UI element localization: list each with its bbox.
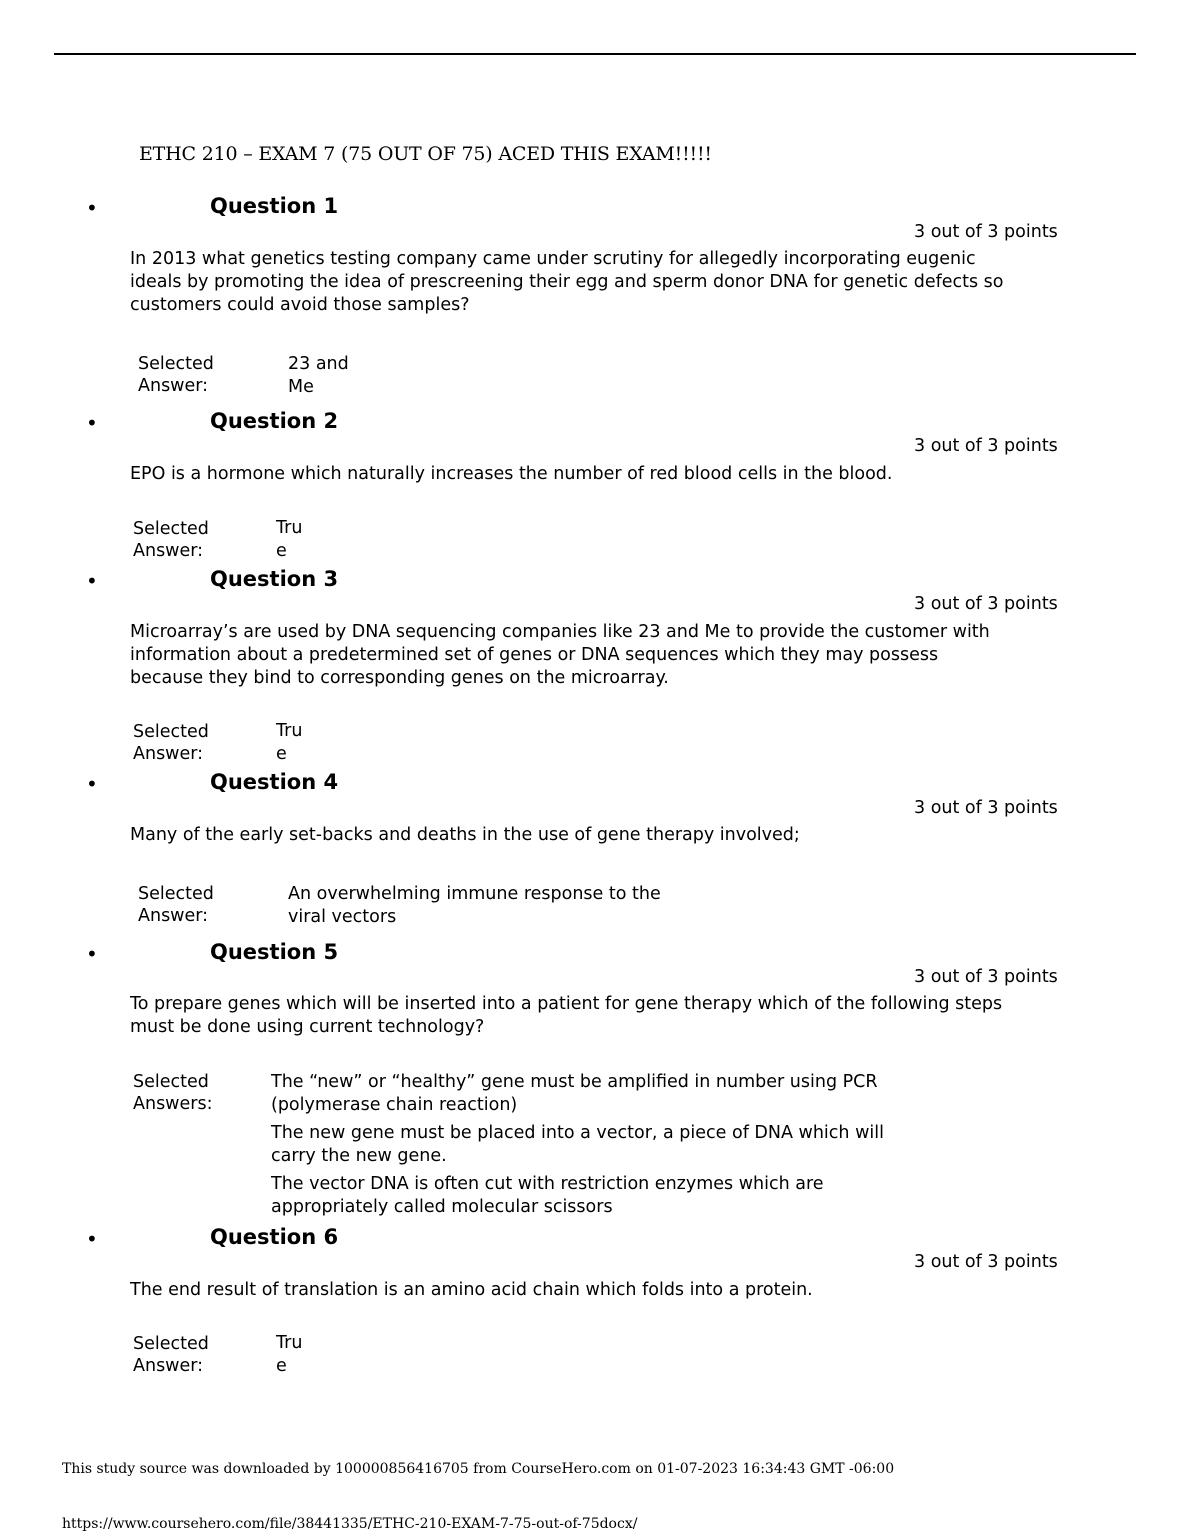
download-note: This study source was downloaded by 100000856416705 from CourseHero.com on 01-07-2023 16:34:43 GMT -06:00 (62, 1461, 895, 1477)
selected-answer: 23 and Me (288, 354, 349, 397)
question-text: To prepare genes which will be inserted into a patient for gene therapy which of the following steps must be done using current technology? (130, 994, 1003, 1037)
selected-answer-2: The new gene must be placed into a vector, a piece of DNA which will carry the new gene. (271, 1123, 884, 1166)
selected-answer-label: Selected Answer: (138, 884, 214, 926)
top-rule (54, 53, 1136, 55)
selected-answers-label: Selected Answers: (133, 1072, 213, 1114)
selected-answer-label: Selected Answer: (133, 722, 209, 764)
points-score: 3 out of 3 points (914, 967, 1058, 987)
question-text: Microarray’s are used by DNA sequencing companies like 23 and Me to provide the customer with information about a predetermined set of genes or DNA sequences which they may possess because they bind to corresponding genes on the microarray. (130, 622, 990, 688)
question-text: The end result of translation is an amino acid chain which folds into a protein. (130, 1280, 813, 1300)
selected-answer-label: Selected Answer: (133, 519, 209, 561)
question-heading: Question 4 (210, 770, 339, 794)
points-score: 3 out of 3 points (914, 1252, 1058, 1272)
question-heading: Question 6 (210, 1225, 339, 1249)
question-heading: Question 5 (210, 940, 339, 964)
bullet: • (86, 942, 98, 966)
bullet: • (86, 772, 98, 796)
question-heading: Question 3 (210, 567, 339, 591)
selected-answer: Tru e (276, 1333, 303, 1376)
selected-answer: Tru e (276, 518, 303, 561)
bullet: • (86, 1227, 98, 1251)
points-score: 3 out of 3 points (914, 436, 1058, 456)
document-title: ETHC 210 – EXAM 7 (75 OUT OF 75) ACED THIS EXAM!!!!! (139, 143, 712, 165)
question-text: In 2013 what genetics testing company came under scrutiny for allegedly incorporating eugenic ideals by promoting the idea of prescreening their egg and sperm donor DNA for genetic defects so customers could avoid those samples? (130, 249, 1004, 315)
points-score: 3 out of 3 points (914, 594, 1058, 614)
source-url[interactable]: https://www.coursehero.com/file/38441335/ETHC-210-EXAM-7-75-out-of-75docx/ (62, 1516, 638, 1532)
selected-answer: An overwhelming immune response to the viral vectors (288, 884, 661, 927)
points-score: 3 out of 3 points (914, 222, 1058, 242)
bullet: • (86, 569, 98, 593)
bullet: • (86, 196, 98, 220)
question-heading: Question 1 (210, 194, 339, 218)
question-text: Many of the early set-backs and deaths in the use of gene therapy involved; (130, 825, 800, 845)
question-heading: Question 2 (210, 409, 339, 433)
selected-answer: Tru e (276, 721, 303, 764)
selected-answer-label: Selected Answer: (133, 1334, 209, 1376)
points-score: 3 out of 3 points (914, 798, 1058, 818)
question-text: EPO is a hormone which naturally increases the number of red blood cells in the blood. (130, 464, 893, 484)
selected-answer-label: Selected Answer: (138, 354, 214, 396)
selected-answer-3: The vector DNA is often cut with restriction enzymes which are appropriately called molecular scissors (271, 1174, 824, 1217)
selected-answer-1: The “new” or “healthy” gene must be amplified in number using PCR (polymerase chain reaction) (271, 1072, 878, 1115)
bullet: • (86, 411, 98, 435)
